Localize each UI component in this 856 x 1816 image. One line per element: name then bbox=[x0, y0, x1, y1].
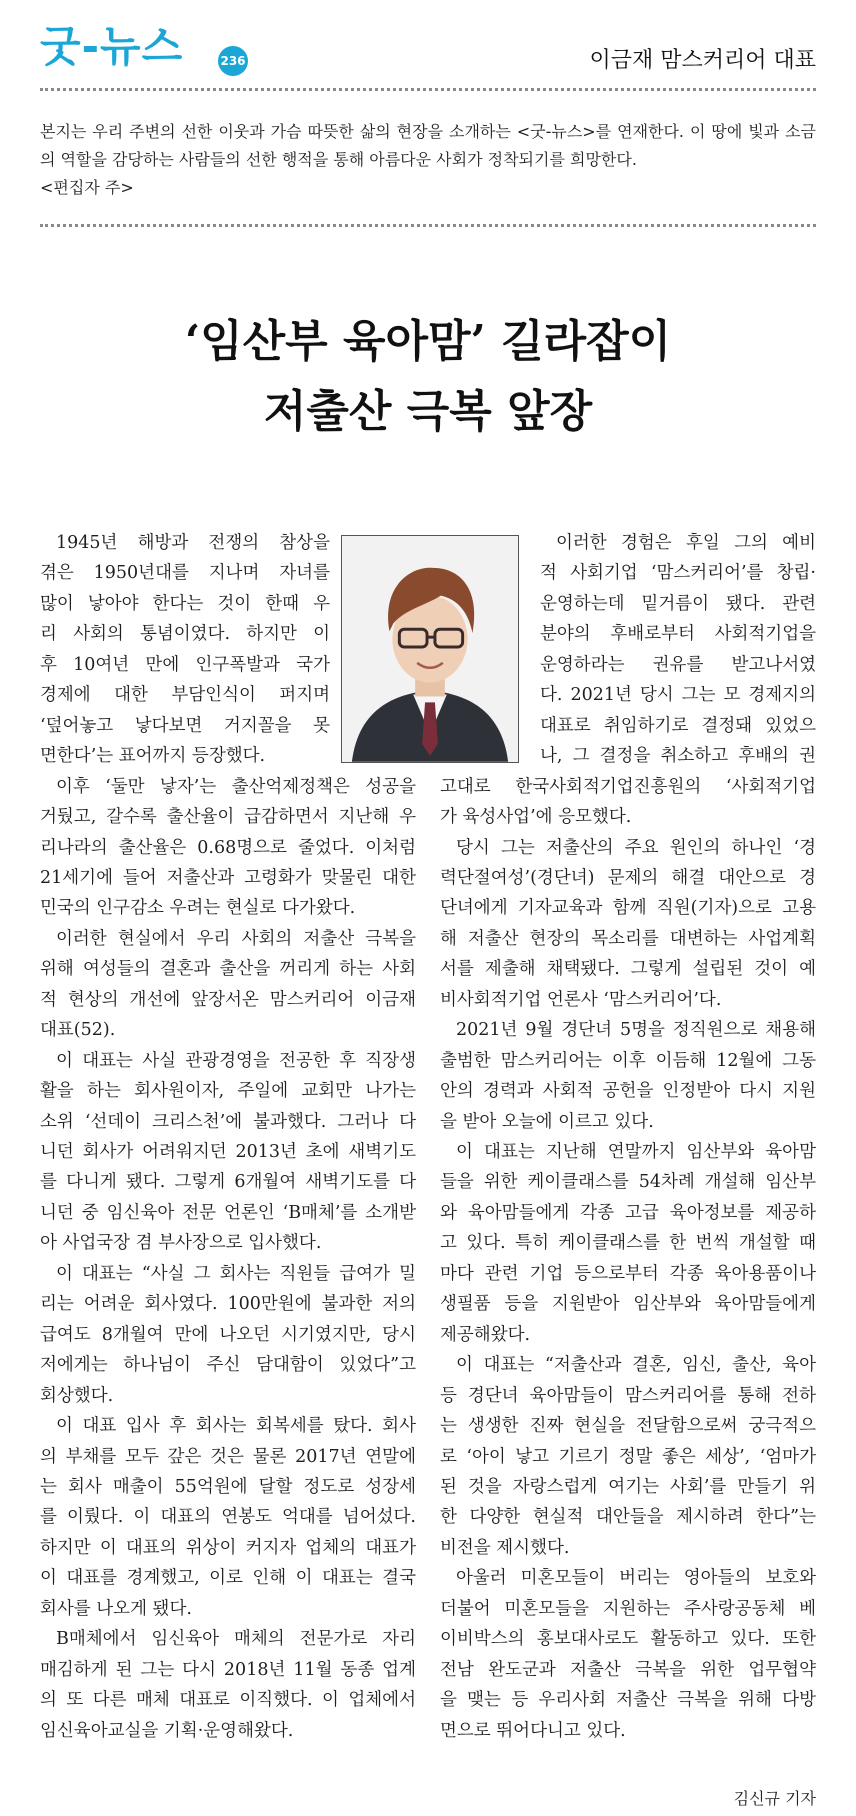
column1-line: 회사를 나오게 됐다. bbox=[40, 1598, 192, 1619]
column2-line: 서를 제출해 채택됐다. 그렇게 설립된 것이 예 bbox=[440, 959, 816, 980]
column2-line: 생필품 등을 지원받아 임산부와 육아맘들에게 bbox=[440, 1294, 816, 1315]
column2-line: 력단절여성’(경단녀) 문제의 해결 대안으로 경 bbox=[440, 867, 816, 888]
column1-line: 면한다’는 표어까지 등장했다. bbox=[40, 746, 266, 767]
column1-line: 활을 하는 회사원이자, 주일에 교회만 나가는 bbox=[40, 1081, 416, 1102]
column2-line: 와 육아맘들에게 각종 고급 육아정보를 제공하 bbox=[440, 1202, 816, 1223]
subject-title: 이금재 맘스커리어 대표 bbox=[589, 48, 816, 73]
column2-line: 적 사회기업 ‘맘스커리어’를 창립· bbox=[540, 563, 816, 584]
column1-line: 대표(52). bbox=[40, 1020, 116, 1041]
column1-line: 아 사업국장 겸 부사장으로 입사했다. bbox=[40, 1233, 322, 1254]
column2-line: 분야의 후배로부터 사회적기업을 bbox=[540, 624, 816, 645]
column2-line: 운영하라는 권유를 받고나서였 bbox=[540, 654, 816, 675]
column2-line: 한 다양한 현실적 대안들을 제시하려 한다”는 bbox=[440, 1507, 816, 1528]
column2-line: 이비박스의 홍보대사로도 활동하고 있다. 또한 bbox=[440, 1629, 816, 1650]
column2-line: 들을 위한 케이클래스를 54차례 개설해 임산부 bbox=[440, 1172, 816, 1193]
column2-line: 는 생생한 진짜 현실을 전달함으로써 궁극적으 bbox=[440, 1416, 816, 1437]
column1-line: 민국의 인구감소 우려는 현실로 다가왔다. bbox=[40, 898, 356, 919]
column1-line: 를 이뤘다. 이 대표의 연봉도 억대를 넘어섰다. bbox=[40, 1507, 416, 1528]
column2-line: 비전을 제시했다. bbox=[440, 1537, 570, 1558]
column1-line: 를 다니게 됐다. 그렇게 6개월여 새벽기도를 다 bbox=[40, 1172, 416, 1193]
divider-intro bbox=[40, 224, 816, 227]
column1-line: 많이 낳아야 한다는 것이 한때 우 bbox=[40, 593, 330, 614]
column1-line: 이 대표를 경계했고, 이로 인해 이 대표는 결국 bbox=[40, 1568, 416, 1589]
column2-line: 더불어 미혼모들을 지원하는 주사랑공동체 베 bbox=[440, 1598, 816, 1619]
series-logo: 굿-뉴스 bbox=[40, 22, 184, 71]
column2-line: 다. 2021년 당시 그는 모 경제지의 bbox=[540, 685, 816, 706]
column2-line: 이 대표는 지난해 연말까지 임산부와 육아맘 bbox=[456, 1142, 816, 1162]
column1-line: 매김하게 된 그는 다시 2018년 11월 동종 업계 bbox=[40, 1659, 416, 1680]
column1-line: 21세기에 들어 저출산과 고령화가 맞물린 대한 bbox=[40, 867, 416, 888]
column2-line: 고 있다. 특히 케이클래스를 한 번씩 개설할 때 bbox=[440, 1233, 816, 1254]
divider-top bbox=[40, 88, 816, 91]
column2-line: 을 받아 오늘에 이르고 있다. bbox=[440, 1111, 654, 1132]
column2-line: 면으로 뛰어다니고 있다. bbox=[440, 1720, 626, 1741]
column2-line: 고대로 한국사회적기업진흥원의 ‘사회적기업 bbox=[440, 776, 816, 797]
column2-line: 등 경단녀 육아맘들이 맘스커리어를 통해 전하 bbox=[440, 1385, 816, 1406]
byline: 김신규 기자 bbox=[733, 1789, 816, 1808]
column1-line: 소위 ‘선데이 크리스천’에 불과했다. 그러나 다 bbox=[40, 1111, 416, 1132]
column2-line: 마다 관련 기업 등으로부터 각종 육아용품이나 bbox=[440, 1263, 816, 1284]
column1-line: 리는 어려운 회사였다. 100만원에 불과한 저의 bbox=[40, 1294, 416, 1315]
column2-line: 단녀에게 기자교육과 함께 직원(기자)으로 고용 bbox=[440, 898, 816, 919]
headline-line-1: ‘임산부 육아맘’ 길라잡이 bbox=[184, 316, 672, 367]
portrait-illustration bbox=[342, 536, 518, 762]
column2-line: 해 저출산 현장의 목소리를 대변하는 사업계획 bbox=[440, 928, 816, 949]
column2-line: 안의 경력과 사회적 공헌을 인정받아 다시 지원 bbox=[440, 1081, 816, 1102]
column1-line: ‘덮어놓고 낳다보면 거지꼴을 못 bbox=[40, 715, 330, 736]
column1-line: 위해 여성들의 결혼과 출산을 꺼리게 하는 사회 bbox=[40, 959, 416, 980]
column2-line: 비사회적기업 언론사 ‘맘스커리어’다. bbox=[440, 989, 722, 1010]
portrait-photo bbox=[341, 535, 519, 763]
column2-line: 제공해왔다. bbox=[440, 1324, 531, 1345]
column2-line: 전남 완도군과 저출산 극복을 위한 업무협약 bbox=[440, 1659, 816, 1680]
column1-line: 니던 회사가 어려워지던 2013년 초에 새벽기도 bbox=[40, 1142, 416, 1162]
intro-paragraph: 본지는 우리 주변의 선한 이웃과 가슴 따뜻한 삶의 현장을 소개하는 <굿-뉴스>를 연재한다. 이 땅에 빛과 소금의 역할을 감당하는 사람들의 선한 행적을 통해 아름다운 사회가 정착되기를 희망한다. bbox=[40, 122, 816, 169]
column1-line: 1945년 해방과 전쟁의 참상을 bbox=[56, 533, 330, 553]
column1-line: 임신육아교실을 기획·운영해왔다. bbox=[40, 1720, 294, 1741]
column2-line: 로 ‘아이 낳고 기르기 정말 좋은 세상’, ‘엄마가 bbox=[440, 1446, 816, 1467]
column1-line: 급여도 8개월여 만에 나오던 시기였지만, 당시 bbox=[40, 1324, 416, 1345]
column1-line: 거뒀고, 갈수록 출산율이 급감하면서 지난해 우 bbox=[40, 807, 416, 828]
column2-line: 출범한 맘스커리어는 이후 이듬해 12월에 그동 bbox=[440, 1050, 816, 1071]
column1-line: 는 회사 매출이 55억원에 달할 정도로 성장세 bbox=[40, 1476, 416, 1497]
column2-line: 운영하는데 밑거름이 됐다. 관련 bbox=[540, 593, 816, 614]
column1-line: 겪은 1950년대를 지나며 자녀를 bbox=[40, 563, 330, 584]
column2-line: 이 대표는 “저출산과 결혼, 임신, 출산, 육아 bbox=[456, 1355, 816, 1376]
column2-line: 2021년 9월 경단녀 5명을 정직원으로 채용해 bbox=[456, 1020, 816, 1041]
column1-line: 적 현상의 개선에 앞장서온 맘스커리어 이금재 bbox=[40, 989, 416, 1010]
column2-line: 대표로 취임하기로 결정돼 있었으 bbox=[540, 715, 816, 736]
column1-line: 이후 ‘둘만 낳자’는 출산억제정책은 성공을 bbox=[56, 776, 416, 797]
column1-line: 의 부채를 모두 갚은 것은 물론 2017년 연말에 bbox=[40, 1446, 416, 1467]
column1-line: 후 10여년 만에 인구폭발과 국가 bbox=[40, 654, 330, 675]
column2-line: 당시 그는 저출산의 주요 원인의 하나인 ‘경 bbox=[456, 837, 816, 858]
column1-line: 이 대표 입사 후 회사는 회복세를 탔다. 회사 bbox=[56, 1416, 416, 1437]
column1-line: 의 또 다른 매체 대표로 이직했다. 이 업체에서 bbox=[40, 1690, 416, 1711]
column1-line: B매체에서 임신육아 매체의 전문가로 자리 bbox=[56, 1629, 416, 1650]
column1-line: 이 대표는 사실 관광경영을 전공한 후 직장생 bbox=[56, 1050, 416, 1071]
column1-line: 니던 중 임신육아 전문 언론인 ‘B매체’를 소개받 bbox=[40, 1202, 416, 1223]
column1-line: 리나라의 출산율은 0.68명으로 줄었다. 이처럼 bbox=[40, 837, 416, 858]
column1-line: 저에게는 하나님이 주신 담대함이 있었다”고 bbox=[40, 1355, 416, 1376]
masthead bbox=[40, 18, 816, 80]
column2-line: 이러한 경험은 후일 그의 예비 bbox=[556, 533, 816, 553]
column2-line: 아울러 미혼모들이 버리는 영아들의 보호와 bbox=[456, 1568, 816, 1589]
column1-line: 리 사회의 통념이였다. 하지만 이 bbox=[40, 624, 330, 645]
column1-line: 이러한 현실에서 우리 사회의 저출산 극복을 bbox=[56, 928, 416, 949]
headline-line-2: 저출산 극복 앞장 bbox=[263, 386, 593, 437]
issue-number-badge: 236 bbox=[218, 46, 248, 76]
column1-line: 하지만 이 대표의 위상이 커지자 업체의 대표가 bbox=[40, 1537, 416, 1558]
column1-line: 이 대표는 “사실 그 회사는 직원들 급여가 밀 bbox=[56, 1263, 416, 1284]
column2-line: 된 것을 자랑스럽게 여기는 사회’를 만들기 위 bbox=[440, 1476, 816, 1497]
column2-line: 을 맺는 등 우리사회 저출산 극복을 위해 다방 bbox=[440, 1690, 816, 1711]
editor-note: <편집자 주> bbox=[40, 178, 134, 197]
column2-line: 가 육성사업’에 응모했다. bbox=[440, 807, 632, 828]
column1-line: 경제에 대한 부담인식이 퍼지며 bbox=[40, 685, 330, 706]
column1-line: 회상했다. bbox=[40, 1385, 114, 1406]
column2-line: 나, 그 결정을 취소하고 후배의 권 bbox=[540, 746, 816, 767]
